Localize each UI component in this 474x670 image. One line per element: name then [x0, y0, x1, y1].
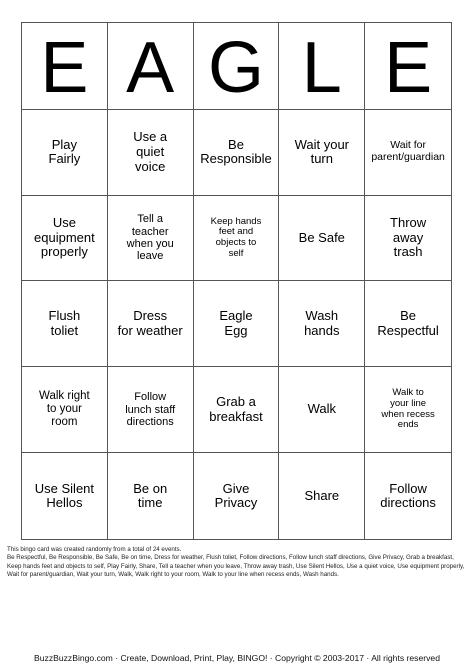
bingo-square-text: Dress for weather: [117, 308, 183, 338]
bingo-square-text: Walk: [307, 401, 336, 417]
bingo-square[interactable]: [22, 367, 108, 453]
bingo-square-text: Grab a breakfast: [209, 394, 263, 424]
bingo-square[interactable]: [108, 367, 194, 453]
header-letter: E: [365, 23, 451, 110]
header-letter: G: [194, 23, 280, 110]
bingo-square-text: Wash hands: [304, 308, 340, 338]
bingo-square-text: Use equipment properly: [34, 215, 95, 260]
bingo-square[interactable]: [279, 281, 365, 367]
bingo-square[interactable]: [365, 281, 451, 367]
bingo-square-text: Use Silent Hellos: [34, 480, 95, 511]
bingo-square-text: Be on time: [133, 480, 168, 511]
bingo-card: [21, 22, 452, 540]
bingo-square-text: Be Safe: [298, 229, 345, 245]
bingo-square[interactable]: [279, 453, 365, 539]
bingo-square-text: Give Privacy: [214, 480, 258, 511]
copyright-line: BuzzBuzzBingo.com · Create, Download, Print, Play, BINGO! · Copyright © 2003-2017 · All rights reserved: [34, 653, 440, 663]
bingo-square[interactable]: [108, 196, 194, 282]
bingo-square-text: Walk right to your room: [39, 390, 90, 429]
bingo-square[interactable]: [108, 110, 194, 196]
bingo-square[interactable]: [194, 110, 280, 196]
card-info: [7, 546, 467, 580]
bingo-square-text: Share: [304, 487, 340, 503]
bingo-square-text: Keep hands feet and objects to self: [210, 215, 262, 259]
bingo-square-text: Use a quiet voice: [133, 129, 168, 174]
bingo-square[interactable]: [279, 110, 365, 196]
bingo-square[interactable]: [108, 453, 194, 539]
bingo-square[interactable]: [279, 367, 365, 453]
header-letter: L: [279, 23, 365, 110]
bingo-square-text: Wait your turn: [294, 136, 349, 167]
bingo-square[interactable]: [365, 196, 451, 282]
bingo-square-text: Be Respectful: [377, 308, 439, 338]
card-info-summary: This bingo card was created randomly from a total of 24 events.: [7, 546, 182, 553]
bingo-square-text: Throw away trash: [390, 215, 427, 260]
bingo-square[interactable]: [279, 196, 365, 282]
bingo-square-text: Follow lunch staff directions: [125, 391, 176, 428]
bingo-square-text: Be Responsible: [200, 136, 272, 167]
bingo-square-text: Walk to your line when recess ends: [381, 387, 435, 431]
bingo-square[interactable]: [194, 196, 280, 282]
bingo-square[interactable]: [108, 281, 194, 367]
header-letter: A: [108, 23, 194, 110]
bingo-square-text: Flush toliet: [48, 308, 81, 338]
bingo-square[interactable]: [194, 453, 280, 539]
bingo-square[interactable]: [365, 110, 451, 196]
bingo-square[interactable]: [365, 453, 451, 539]
bingo-square-text: Follow directions: [380, 480, 436, 511]
bingo-square[interactable]: [22, 281, 108, 367]
bingo-square[interactable]: [22, 453, 108, 539]
bingo-square-text: Eagle Egg: [219, 308, 253, 338]
card-info-events-list: Be Respectful, Be Responsible, Be Safe, Be on time, Dress for weather, Flush toliet, Follow directions, Follow lunch staff directions, Give Privacy, Grab a breakfast, Keep hands feet and objects to self, Play Fairly, Share, Tell a teacher when you leave, Throw away trash, Use Silent Hellos, Use a quiet voice, Use equipment properly, Wait for parent/guardian, Wait your turn, Walk, Walk right to your room, Walk to your line when recess ends, Wash hands.: [7, 554, 465, 579]
bingo-square[interactable]: [194, 367, 280, 453]
bingo-square[interactable]: [22, 110, 108, 196]
bingo-square[interactable]: [365, 367, 451, 453]
header-letter: E: [22, 23, 108, 110]
bingo-square[interactable]: [22, 196, 108, 282]
bingo-square-text: Tell a teacher when you leave: [126, 213, 174, 263]
bingo-square-text: Play Fairly: [48, 136, 81, 167]
bingo-square[interactable]: [194, 281, 280, 367]
bingo-square-text: Wait for parent/guardian: [371, 139, 445, 164]
